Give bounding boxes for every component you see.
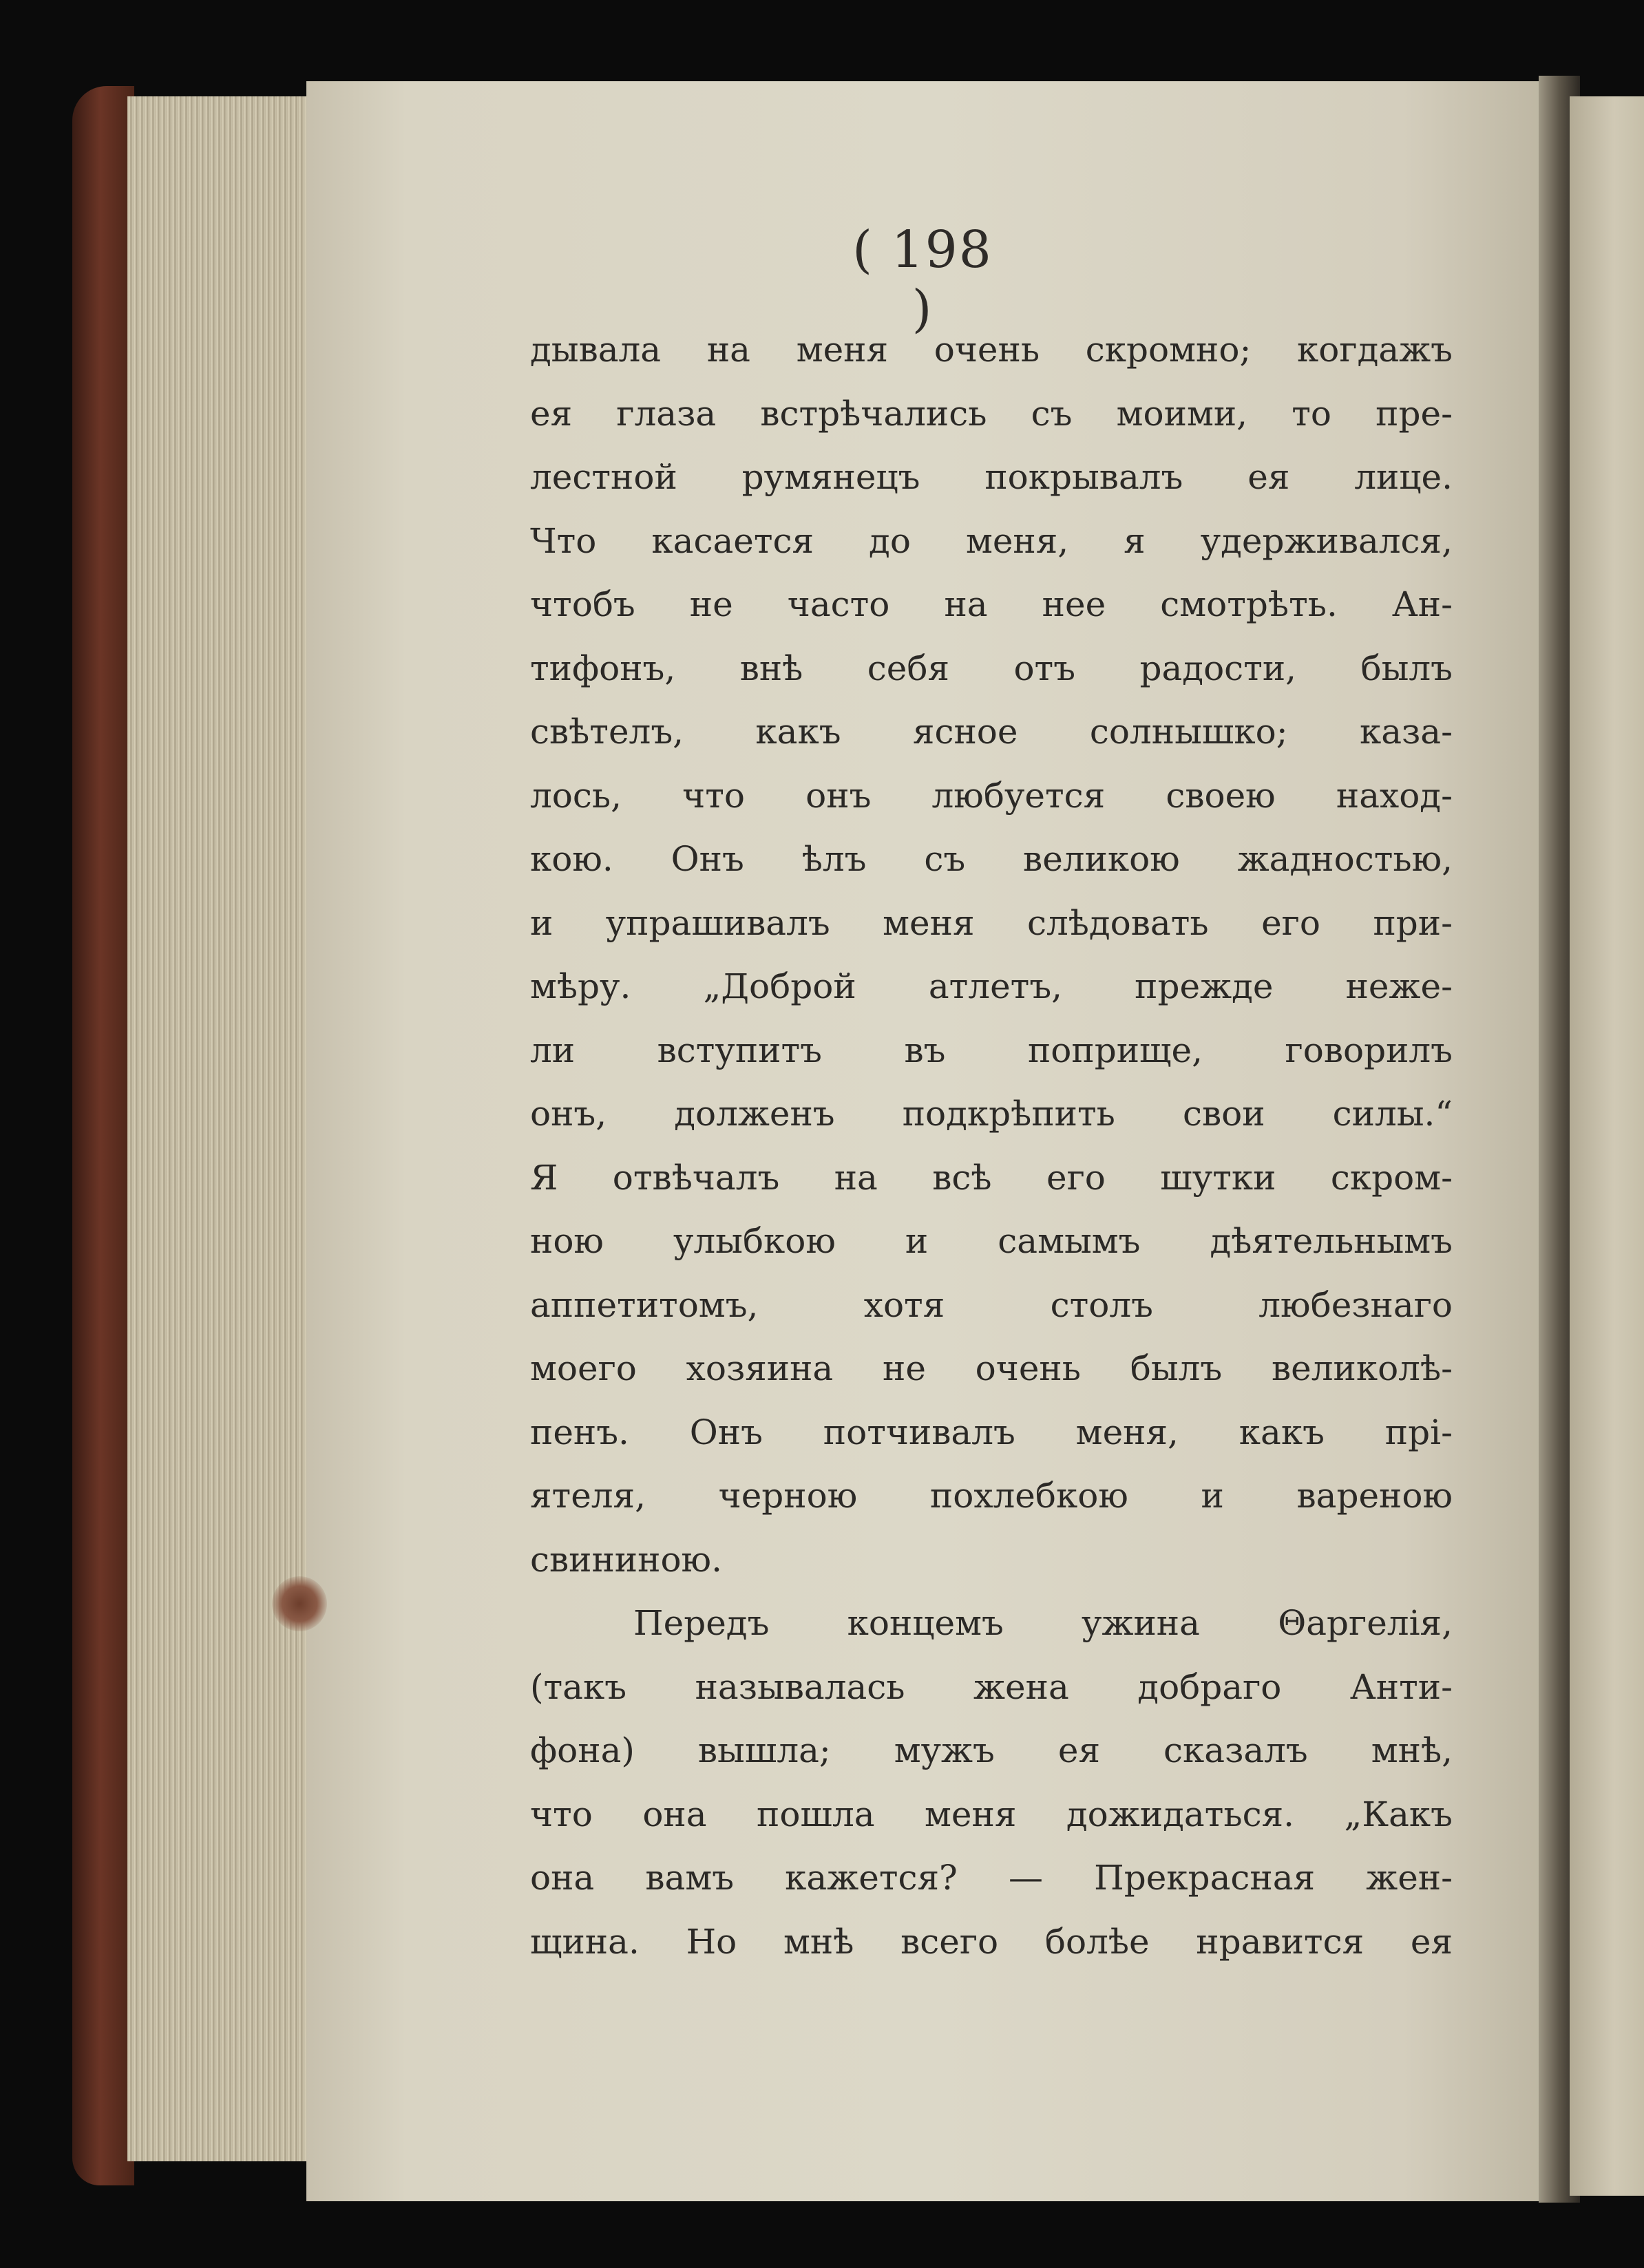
text-line: щина. Но мнѣ всего болѣе нравится ея [530, 1921, 1453, 1962]
text-line: аппетитомъ, хотя столъ любезнаго [530, 1284, 1453, 1325]
page-text [530, 318, 1453, 1973]
text-line: чтобъ не часто на нее смотрѣть. Ан- [530, 584, 1453, 624]
text-line: онъ, долженъ подкрѣпить свои силы.“ [530, 1094, 1453, 1134]
text-line: ли вступитъ въ поприще, говорилъ [530, 1030, 1453, 1070]
text-line: мѣру. „Доброй атлетъ, прежде неже- [530, 966, 1453, 1006]
text-line: (такъ называлась жена добраго Анти- [530, 1666, 1453, 1707]
text-line: тифонъ, внѣ себя отъ радости, былъ [530, 648, 1453, 688]
text-line: свѣтелъ, какъ ясное солнышко; каза- [530, 712, 1453, 752]
book-binding [72, 86, 134, 2185]
text-line: ною улыбкою и самымъ дѣятельнымъ [530, 1221, 1453, 1261]
text-line: Передъ концемъ ужина Θаргелія, [633, 1603, 1453, 1643]
text-line: пенъ. Онъ потчивалъ меня, какъ прі- [530, 1412, 1453, 1452]
page-edges [127, 96, 327, 2161]
text-line: ятеля, черною похлебкою и вареною [530, 1476, 1453, 1516]
paragraph [530, 318, 1453, 1591]
text-line: что она пошла меня дожидаться. „Какъ [530, 1794, 1453, 1834]
facing-page-edge [1570, 96, 1644, 2196]
text-line: и упрашивалъ меня слѣдовать его при- [530, 902, 1453, 943]
text-line: моего хозяина не очень былъ великолѣ- [530, 1348, 1453, 1388]
text-line: лестной румянецъ покрывалъ ея лице. [530, 457, 1453, 497]
text-line: ея глаза встрѣчались съ моими, то пре- [530, 393, 1453, 434]
text-line: фона) вышла; мужъ ея сказалъ мнѣ, [530, 1730, 1453, 1770]
text-line: Что касается до меня, я удерживался, [530, 520, 1453, 561]
text-line: кою. Онъ ѣлъ съ великою жадностью, [530, 839, 1453, 879]
text-line: дывала на меня очень скромно; когдажъ [530, 330, 1453, 370]
ink-stain [272, 1576, 327, 1631]
paragraph [530, 1591, 1453, 1973]
text-line: лось, что онъ любуется своею наход- [530, 775, 1453, 816]
page-number: ( 198 ) [852, 220, 993, 339]
text-line: Я отвѣчалъ на всѣ его шутки скром- [530, 1157, 1453, 1198]
text-line: свининою. [530, 1539, 722, 1580]
text-line: она вамъ кажется? — Прекрасная жен- [530, 1858, 1453, 1898]
